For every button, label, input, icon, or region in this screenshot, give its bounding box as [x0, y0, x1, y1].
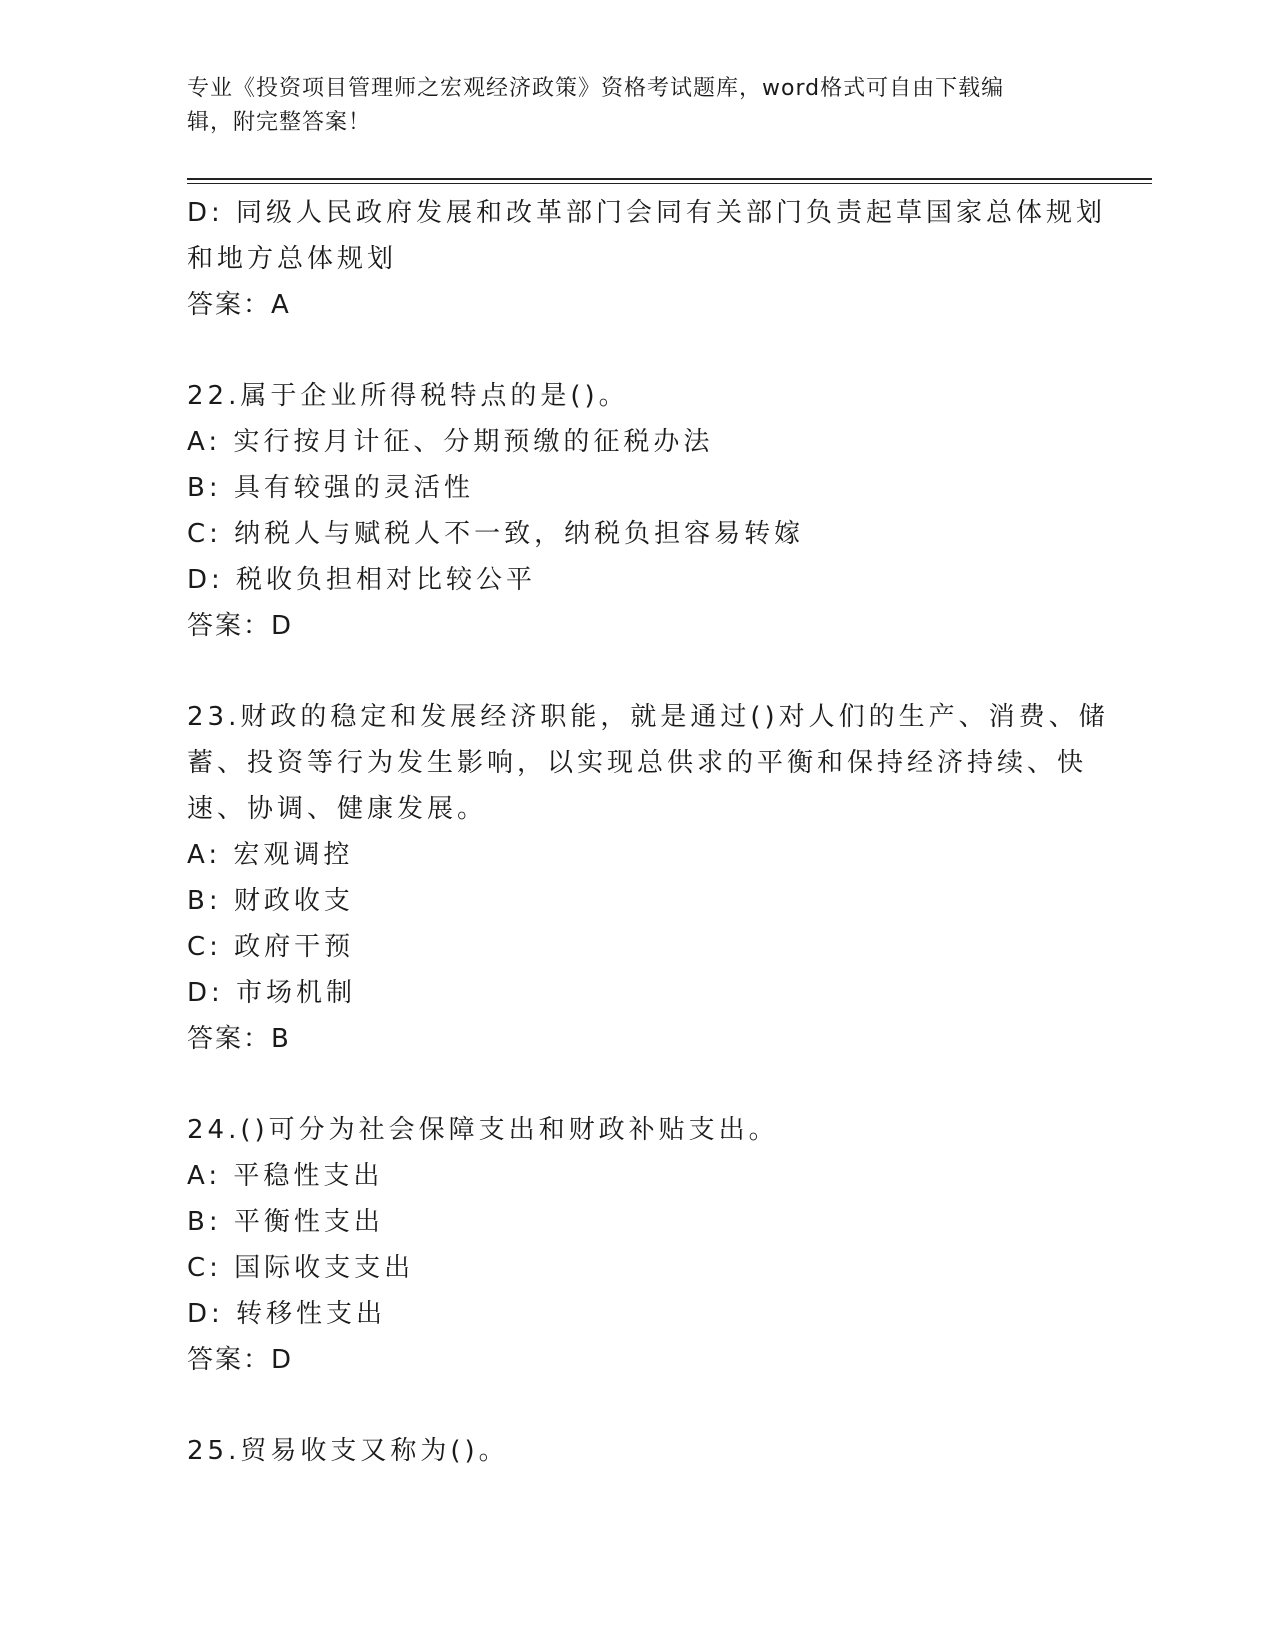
question-25 — [187, 1428, 1087, 1474]
header-line-2: 辑，附完整答案！ — [187, 110, 372, 135]
option-c: C: 纳税人与赋税人不一致，纳税负担容易转嫁 — [187, 519, 805, 549]
document-body — [187, 190, 1109, 1474]
spacer — [187, 1383, 1087, 1428]
question-24 — [187, 1107, 1087, 1383]
question-stem: 24.()可分为社会保障支出和财政补贴支出。 — [187, 1115, 779, 1145]
question-21-tail — [187, 190, 1107, 328]
question-stem: 25.贸易收支又称为()。 — [187, 1436, 509, 1466]
answer: 答案：D — [187, 611, 294, 641]
document-header — [187, 72, 1067, 140]
question-23 — [187, 694, 1109, 1062]
option-c: C: 国际收支支出 — [187, 1253, 415, 1283]
header-divider-thin — [187, 183, 1152, 184]
question-stem-line-2: 蓄、投资等行为发生影响，以实现总供求的平衡和保持经济持续、快 — [187, 748, 1088, 778]
question-22 — [187, 373, 1087, 649]
question-stem-line-1: 23.财政的稳定和发展经济职能，就是通过()对人们的生产、消费、储 — [187, 702, 1109, 732]
header-divider-thick — [187, 178, 1152, 180]
answer: 答案：D — [187, 1345, 294, 1375]
question-stem: 22.属于企业所得税特点的是()。 — [187, 381, 629, 411]
spacer — [187, 328, 1087, 373]
option-d: D: 同级人民政府发展和改革部门会同有关部门负责起草国家总体规划 — [187, 198, 1107, 228]
option-a: A: 宏观调控 — [187, 840, 354, 870]
option-a: A: 平稳性支出 — [187, 1161, 384, 1191]
answer: 答案：A — [187, 290, 291, 320]
option-c: C: 政府干预 — [187, 932, 355, 962]
option-b: B: 财政收支 — [187, 886, 354, 916]
option-d: D: 市场机制 — [187, 978, 357, 1008]
spacer — [187, 649, 1087, 694]
question-stem-line-3: 速、协调、健康发展。 — [187, 794, 488, 824]
option-d: D: 税收负担相对比较公平 — [187, 565, 537, 595]
header-line-1: 专业《投资项目管理师之宏观经济政策》资格考试题库，word格式可自由下载编 — [187, 76, 1005, 101]
option-a: A: 实行按月计征、分期预缴的征税办法 — [187, 427, 714, 457]
spacer — [187, 1062, 1087, 1107]
option-b: B: 平衡性支出 — [187, 1207, 384, 1237]
option-d-continuation: 和地方总体规划 — [187, 244, 398, 274]
option-b: B: 具有较强的灵活性 — [187, 473, 474, 503]
answer: 答案：B — [187, 1024, 291, 1054]
option-d: D: 转移性支出 — [187, 1299, 387, 1329]
